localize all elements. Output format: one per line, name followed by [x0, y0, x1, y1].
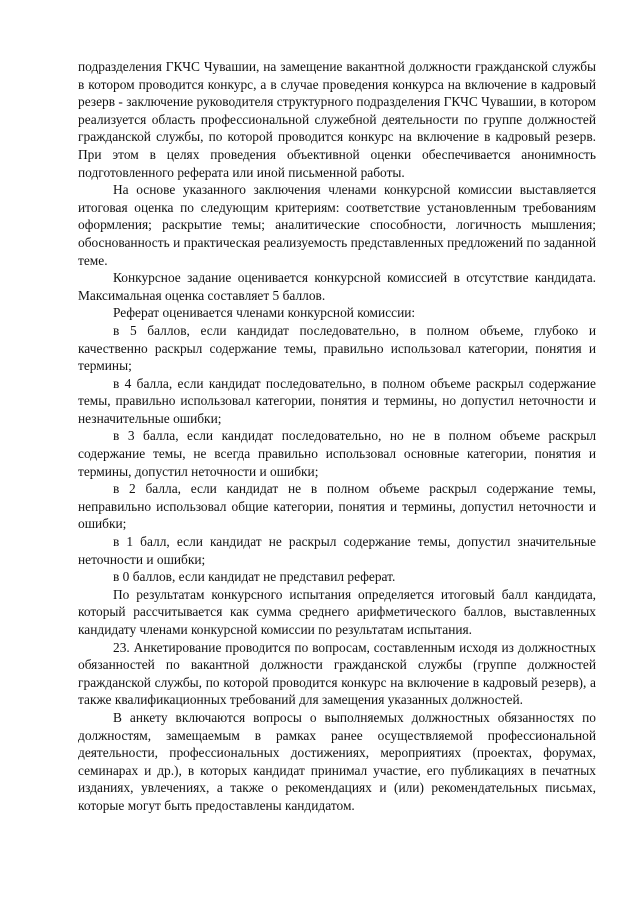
paragraph-item-23-questionnaire: 23. Анкетирование проводится по вопросам, составленным исходя из должностных обязанностей по вакантной должности гражданской службы (группе должностей гражданской службы, по которой проводится конкурс на включение в кадровый резерв), а также квалификационных требований для замещения указанных должностей. [78, 639, 596, 708]
document-page [78, 58, 596, 815]
paragraph-score-5: в 5 баллов, если кандидат последовательно, в полном объеме, глубоко и качественно раскрыл содержание темы, правильно использовал категории, понятия и термины; [78, 322, 596, 374]
paragraph-essay-evaluation-intro: Реферат оценивается членами конкурсной комиссии: [113, 305, 416, 321]
paragraph-final-score: По результатам конкурсного испытания определяется итоговый балл кандидата, который рассчитывается как сумма среднего арифметического баллов, выставленных кандидату членами конкурсной комиссии по результатам испытания. [78, 586, 596, 637]
paragraph-score-0: в 0 баллов, если кандидат не представил реферат. [113, 569, 396, 585]
paragraph-task-evaluation: Конкурсное задание оценивается конкурсной комиссией в отсутствие кандидата. Максимальная оценка составляет 5 баллов. [78, 270, 596, 303]
paragraph-score-1: в 1 балл, если кандидат не раскрыл содержание темы, допустил значительные неточности и ошибки; [78, 534, 596, 567]
paragraph-score-2: в 2 балла, если кандидат не в полном объеме раскрыл содержание темы, неправильно использовал общие категории, понятия и термины, допустил неточности и ошибки; [78, 481, 596, 532]
paragraph-score-3: в 3 балла, если кандидат последовательно, но не в полном объеме раскрыл содержание темы, не всегда правильно использовал основные категории, понятия и термины, допустил неточности и ошибки; [78, 428, 596, 479]
paragraph-score-4: в 4 балла, если кандидат последовательно, в полном объеме раскрыл содержание темы, правильно использовал категории, понятия и термины, но допустил неточности и незначительные ошибки; [78, 375, 596, 426]
paragraph-continuation: подразделения ГКЧС Чувашии, на замещение вакантной должности гражданской службы в котором проводится конкурс, а в случае проведения конкурса на включение в кадровый резерв - заключение руководителя структурного подразделения ГКЧС Чувашии, в котором реализуется область профессиональной служебной деятельности по группе должностей гражданской службы, по которой проводится конкурс на включение в кадровый резерв. При этом в целях проведения объективной оценки обеспечивается анонимность подготовленного реферата или иной письменной работы. [78, 59, 596, 180]
paragraph-questionnaire-contents: В анкету включаются вопросы о выполняемых должностных обязанностях по должностям, замещаемым в рамках ранее осуществляемой профессиональной деятельности, профессиональных достижениях, мероприятиях (проектах, форумах, семинарах и др.), в которых кандидат принимал участие, его публикациях в печатных изданиях, увлечениях, а также о рекомендациях и (или) рекомендательных письмах, которые могут быть предоставлены кандидатом. [78, 709, 596, 813]
paragraph-final-assessment-criteria: На основе указанного заключения членами конкурсной комиссии выставляется итоговая оценка по следующим критериям: соответствие установленным требованиям оформления; раскрытие темы; аналитические способности, логичность мышления; обоснованность и практическая реализуемость представленных предложений по заданной теме. [78, 182, 596, 268]
